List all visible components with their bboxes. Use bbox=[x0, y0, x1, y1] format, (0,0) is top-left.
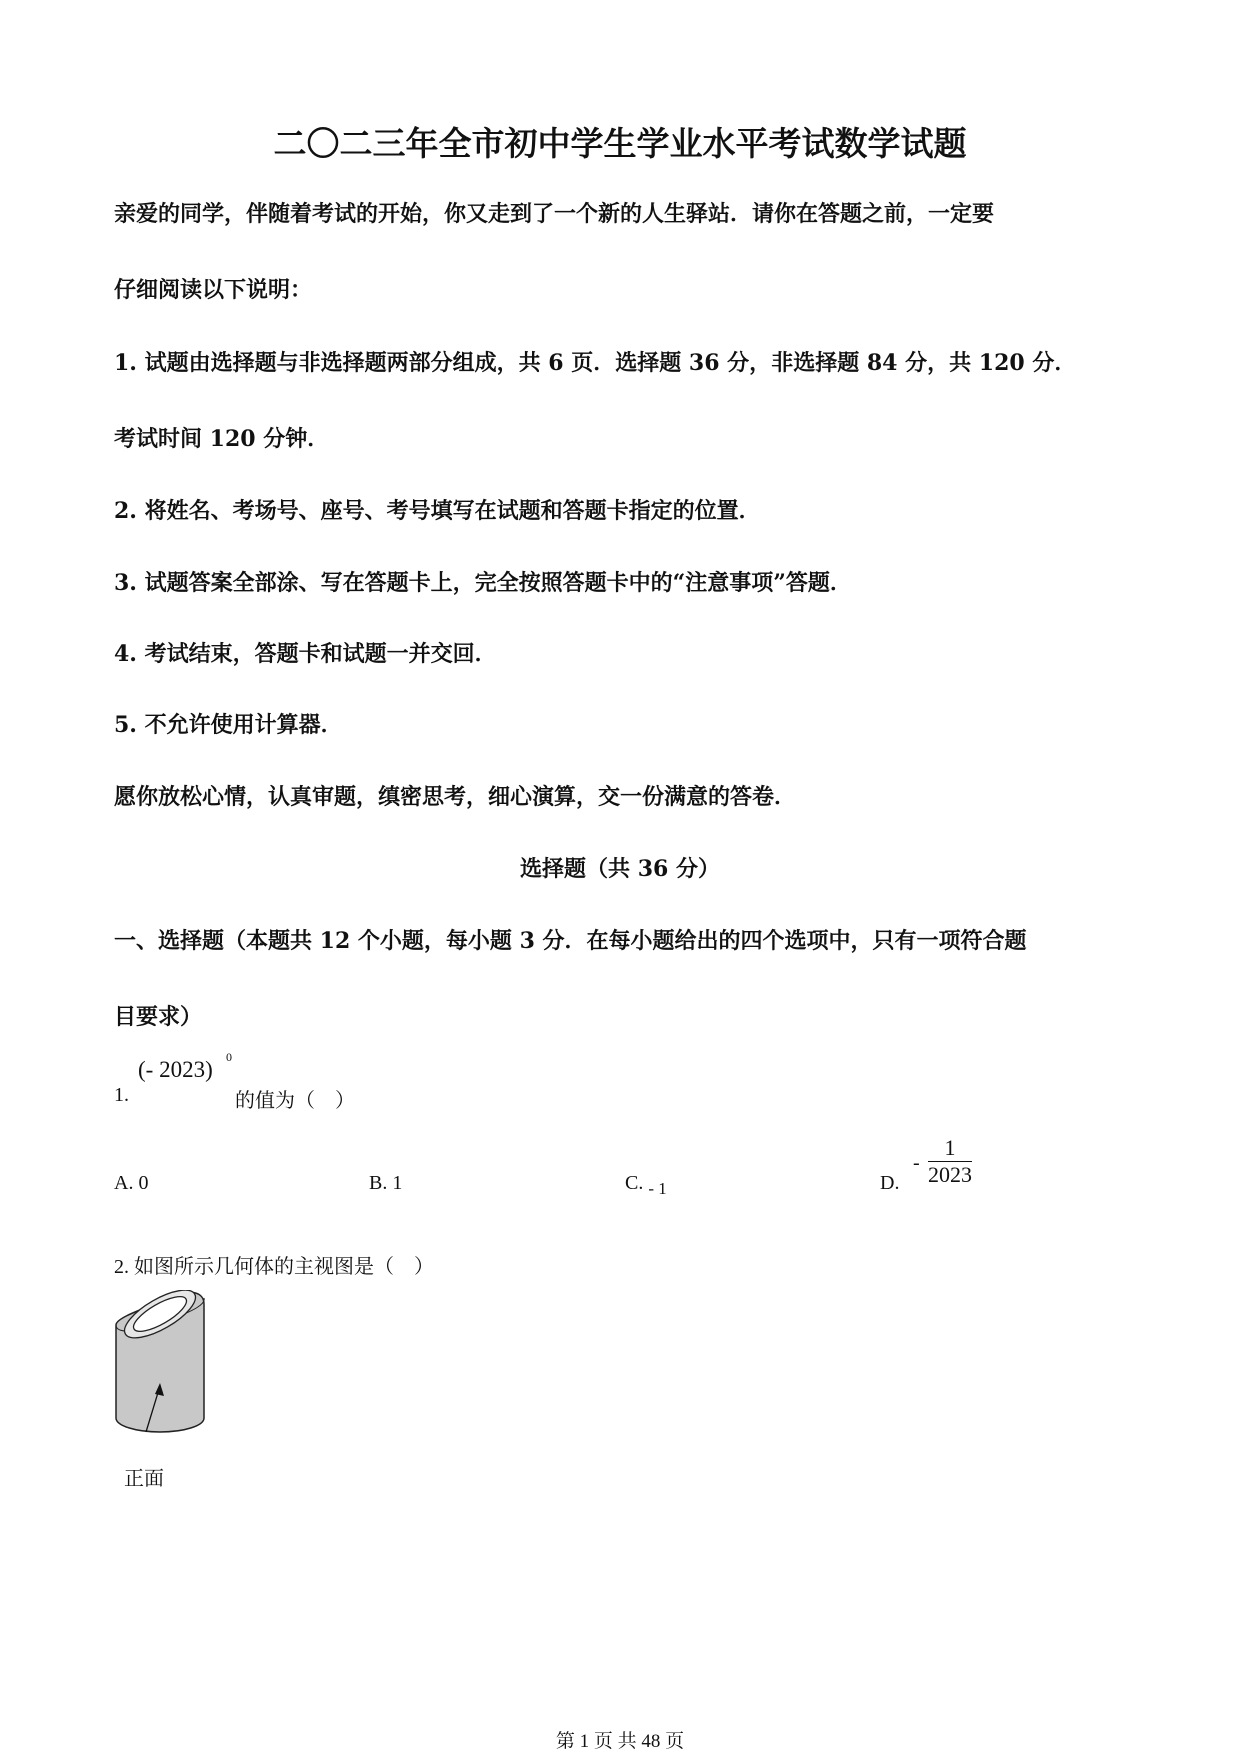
q1-option-d-sign: - bbox=[913, 1152, 920, 1174]
q1-option-d-fraction bbox=[928, 1135, 972, 1188]
q1-expression: (- 2023) bbox=[138, 1057, 213, 1082]
section-desc-2: 目要求） bbox=[114, 1004, 203, 1030]
q1-number: 1. bbox=[114, 1084, 129, 1106]
rule-1-cont: 考试时间 120 分钟． bbox=[114, 426, 330, 452]
fraction-denominator: 2023 bbox=[928, 1162, 972, 1187]
intro-line-1: 亲爱的同学，伴随着考试的开始，你又走到了一个新的人生驿站．请你在答题之前，一定要 bbox=[114, 201, 995, 227]
q1-option-b: B. 1 bbox=[369, 1172, 403, 1194]
wish-line: 愿你放松心情，认真审题，缜密思考，细心演算，交一份满意的答卷． bbox=[114, 784, 797, 810]
q1-stem: 的值为（ ） bbox=[235, 1090, 355, 1112]
oblique-tube-figure bbox=[110, 1290, 220, 1440]
fraction-numerator: 1 bbox=[928, 1135, 972, 1162]
intro-line-2: 仔细阅读以下说明： bbox=[114, 277, 313, 303]
rule-2: 2. 将姓名、考场号、座号、考号填写在试题和答题卡指定的位置． bbox=[114, 498, 761, 524]
rule-1: 1. 试题由选择题与非选择题两部分组成，共 6 页．选择题 36 分，非选择题 84 分，共 120 分． bbox=[114, 350, 1077, 376]
page-footer: 第 1 页 共 48 页 bbox=[555, 1731, 685, 1752]
rule-3: 3. 试题答案全部涂、写在答题卡上，完全按照答题卡中的“注意事项”答题． bbox=[114, 570, 852, 596]
rule-4: 4. 考试结束，答题卡和试题一并交回． bbox=[114, 641, 497, 667]
q1-option-d-label: D. bbox=[880, 1172, 900, 1194]
q1-option-c bbox=[625, 1172, 667, 1198]
q1-exponent: 0 bbox=[226, 1050, 232, 1064]
q1-option-a: A. 0 bbox=[114, 1172, 149, 1194]
q1-option-c-value: - 1 bbox=[648, 1179, 667, 1198]
figure-label-front: 正面 bbox=[124, 1468, 164, 1490]
q1-option-c-label: C. bbox=[625, 1172, 649, 1194]
rule-5: 5. 不允许使用计算器． bbox=[114, 712, 343, 738]
section-title: 选择题（共 36 分） bbox=[520, 856, 720, 882]
document-title: 二〇二三年全市初中学生学业水平考试数学试题 bbox=[273, 124, 967, 163]
section-desc-1: 一、选择题（本题共 12 个小题，每小题 3 分．在每小题给出的四个选项中，只有一项符合题 bbox=[114, 928, 1027, 954]
q2-stem: 2. 如图所示几何体的主视图是（ ） bbox=[114, 1256, 434, 1278]
